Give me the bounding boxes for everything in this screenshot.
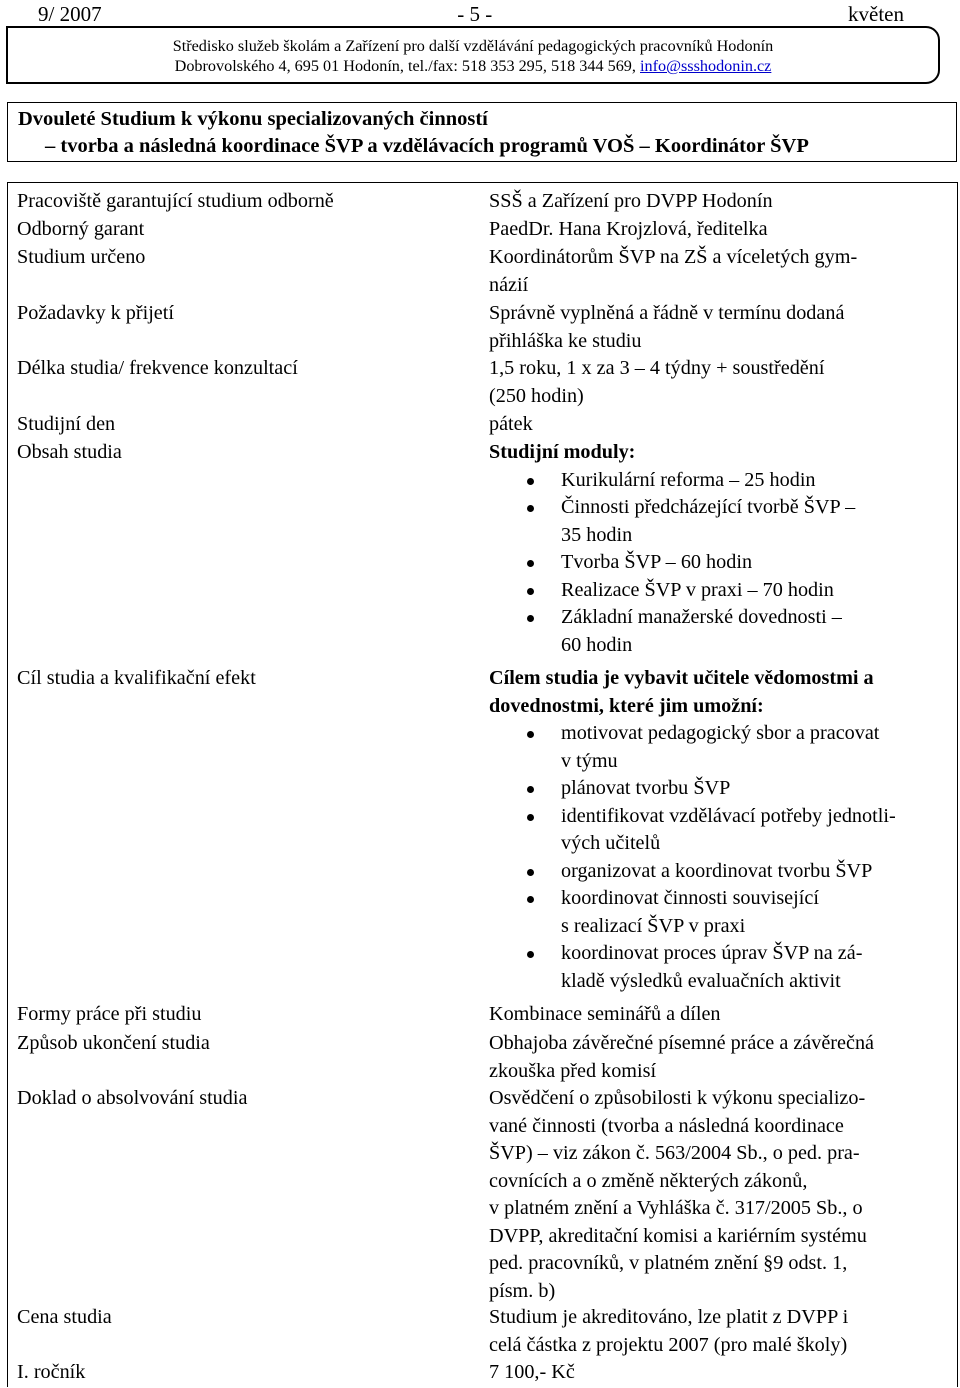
modules-heading: Studijní moduly: <box>489 441 636 463</box>
issue-date: 9/ 2007 <box>38 2 102 26</box>
course-details-table <box>7 182 958 1387</box>
institution-header <box>6 26 940 84</box>
row-value <box>489 355 951 410</box>
page-header <box>38 2 904 26</box>
item-line: organizovat a koordinovat tvorbu ŠVP <box>561 859 873 882</box>
list-item <box>489 604 951 659</box>
row-label: Odborný garant <box>17 218 145 240</box>
row-value <box>489 665 951 995</box>
item-line: s realizací ŠVP v praxi <box>561 914 746 937</box>
value-line: ped. pracovníků, v platném znění §9 odst. 1, <box>489 1252 848 1274</box>
value-line: Správně vyplněná a řádně v termínu dodaná <box>489 302 845 324</box>
row-label: Pracoviště garantující studium odborně <box>17 190 334 212</box>
list-item <box>489 940 951 995</box>
list-item <box>489 803 951 858</box>
item-line: identifikovat vzdělávací potřeby jednotli- <box>561 804 896 827</box>
course-title <box>7 102 957 162</box>
value-line: (250 hodin) <box>489 384 584 407</box>
value-line: ŠVP) – viz zákon č. 563/2004 Sb., o ped. pra- <box>489 1142 860 1164</box>
row-value: SSŠ a Zařízení pro DVPP Hodonín <box>489 190 773 212</box>
item-line: koordinovat proces úprav ŠVP na zá- <box>561 942 863 964</box>
value-line: v platném znění a Vyhláška č. 317/2005 Sb., o <box>489 1197 863 1219</box>
item-line: Činnosti předcházející tvorbě ŠVP – <box>561 496 856 518</box>
row-label: Délka studia/ frekvence konzultací <box>17 357 298 379</box>
list-item <box>489 494 951 549</box>
row-label: Obsah studia <box>17 441 122 463</box>
item-line: v týmu <box>561 749 618 772</box>
course-title-line2: – tvorba a následná koordinace ŠVP a vzdělávacích programů VOŠ – Koordinátor ŠVP <box>45 135 809 157</box>
value-line: celá částka z projektu 2007 (pro malé školy) <box>489 1333 848 1356</box>
item-line: Realizace ŠVP v praxi – 70 hodin <box>561 578 834 601</box>
row-label: Požadavky k přijetí <box>17 302 174 324</box>
value-line: Obhajoba závěrečné písemné práce a závěrečná <box>489 1032 874 1054</box>
value-line: písm. b) <box>489 1279 556 1302</box>
list-item <box>489 549 951 577</box>
email-link[interactable]: info@ssshodonin.cz <box>640 57 772 75</box>
item-line: plánovat tvorbu ŠVP <box>561 777 731 799</box>
row-value <box>489 1085 951 1305</box>
list-item <box>489 577 951 605</box>
row-value: Kombinace seminářů a dílen <box>489 1003 721 1025</box>
page-number: - 5 - <box>457 2 493 26</box>
value-line: Koordinátorům ŠVP na ZŠ a víceletých gym- <box>489 246 858 268</box>
list-item <box>489 885 951 940</box>
value-line: názií <box>489 273 529 296</box>
list-item <box>489 775 951 803</box>
value-line: covnících a o změně některých zákonů, <box>489 1169 808 1192</box>
month: květen <box>848 2 904 26</box>
institution-name: Středisko služeb školám a Zařízení pro další vzdělávání pedagogických pracovníků Hodonín <box>172 37 774 55</box>
institution-address: Dobrovolského 4, 695 01 Hodonín, tel./fax: 518 353 295, 518 344 569, <box>174 57 640 75</box>
item-line: motivovat pedagogický sbor a pracovat <box>561 722 880 744</box>
value-line: zkouška před komisí <box>489 1059 657 1082</box>
course-title-line1: Dvouleté Studium k výkonu specializovaných činností <box>18 108 488 130</box>
list-item <box>489 858 951 886</box>
modules-list <box>489 467 951 660</box>
row-label: Studium určeno <box>17 246 146 268</box>
row-label: Cena studia <box>17 1306 112 1328</box>
row-value <box>489 1030 951 1085</box>
item-line: Základní manažerské dovednosti – <box>561 606 842 628</box>
row-label: Doklad o absolvování studia <box>17 1087 248 1109</box>
row-value: PaedDr. Hana Krojzlová, ředitelka <box>489 218 768 240</box>
item-line: 35 hodin <box>561 523 633 546</box>
value-line: Studium je akreditováno, lze platit z DVPP i <box>489 1306 849 1328</box>
value-line: přihláška ke studiu <box>489 329 642 352</box>
row-value: 7 100,- Kč <box>489 1361 575 1383</box>
value-line: Osvědčení o způsobilosti k výkonu specializo- <box>489 1087 866 1109</box>
item-line: 60 hodin <box>561 633 633 656</box>
row-label: Cíl studia a kvalifikační efekt <box>17 667 256 689</box>
value-line: DVPP, akreditační komisi a kariérním systému <box>489 1224 867 1247</box>
item-line: Kurikulární reforma – 25 hodin <box>561 468 816 491</box>
row-value <box>489 439 951 659</box>
goal-heading: dovednostmi, které jim umožní: <box>489 694 764 717</box>
value-line: 1,5 roku, 1 x za 3 – 4 týdny + soustředění <box>489 357 825 379</box>
list-item <box>489 720 951 775</box>
row-value <box>489 1304 951 1359</box>
row-label: Formy práce při studiu <box>17 1003 202 1025</box>
item-line: koordinovat činnosti související <box>561 887 819 909</box>
row-value <box>489 300 951 355</box>
item-line: vých učitelů <box>561 832 661 854</box>
row-label: Studijní den <box>17 413 116 435</box>
institution-contact <box>8 56 938 76</box>
value-line: vané činnosti (tvorba a následná koordinace <box>489 1114 844 1137</box>
list-item <box>489 467 951 495</box>
item-line: Tvorba ŠVP – 60 hodin <box>561 551 753 573</box>
item-line: kladě výsledků evaluačních aktivit <box>561 969 841 992</box>
goal-heading: Cílem studia je vybavit učitele vědomostmi a <box>489 667 874 689</box>
row-label: Způsob ukončení studia <box>17 1032 210 1054</box>
row-value: pátek <box>489 413 533 435</box>
row-label: I. ročník <box>17 1361 86 1383</box>
goals-list <box>489 720 951 995</box>
row-value <box>489 244 951 299</box>
